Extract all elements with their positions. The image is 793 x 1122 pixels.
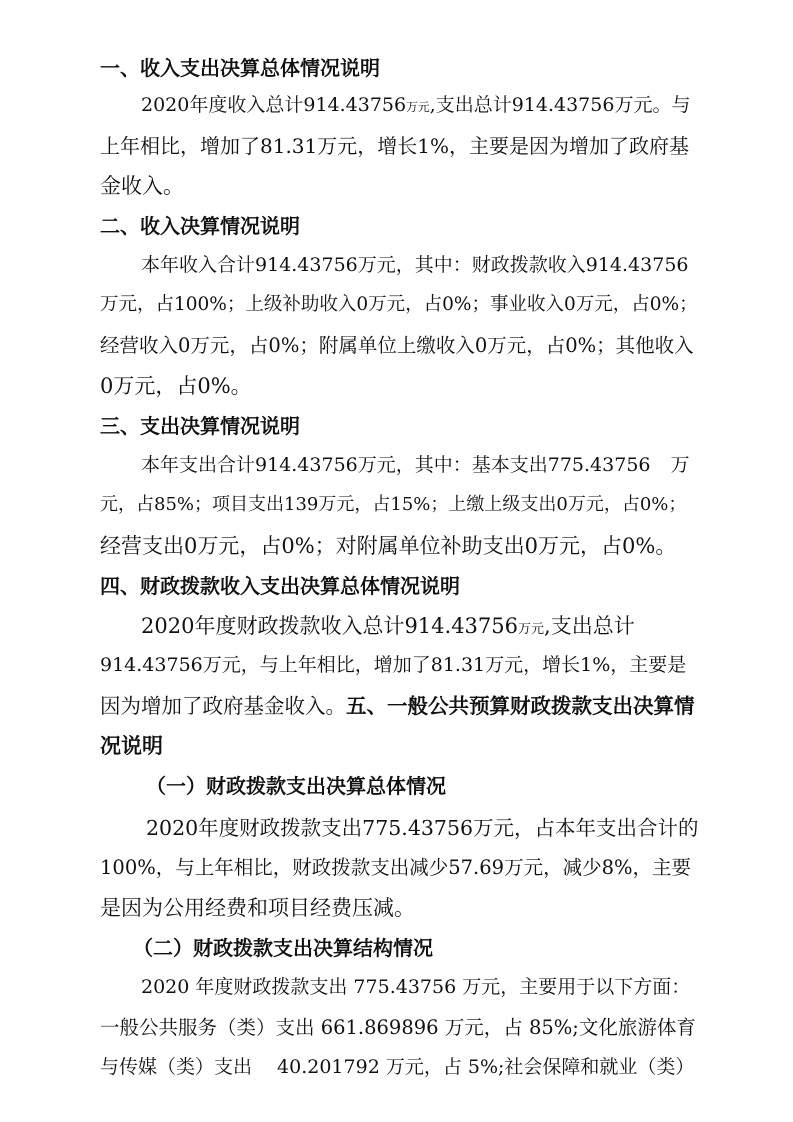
subsection-1-line-2: 100%，与上年相比，财政拨款支出减少57.69万元，减少8%，主要 [100, 856, 692, 879]
section-5-heading-part-2: 况说明 [100, 734, 163, 758]
section-2-line-1: 本年收入合计914.43756万元，其中：财政拨款收入914.43756 [141, 254, 689, 276]
subsection-2-heading: （二）财政拨款支出决算结构情况 [133, 936, 433, 960]
section-4-line-3 [100, 696, 695, 717]
subsection-2-line-1: 2020 年度财政拨款支出 775.43756 万元，主要用于以下方面： [141, 976, 691, 998]
subsection-2-line-2: 一般公共服务（类）支出 661.869896 万元，占 85%;文化旅游体育 [100, 1016, 696, 1039]
section-4-line-1-unit: 万元 [518, 622, 545, 637]
section-3-line-1 [141, 456, 690, 475]
section-4-heading: 四、财政拨款收入支出决算总体情况说明 [100, 574, 460, 598]
section-4-line-3-text: 因为增加了政府基金收入。 [100, 694, 346, 718]
section-1-line-1 [141, 96, 690, 115]
section-1-line-3: 金收入。 [100, 174, 184, 198]
section-2-heading: 二、收入决算情况说明 [100, 214, 300, 238]
section-1-line-1-text-b: ,支出总计914.43756万元。与 [429, 94, 691, 116]
section-3-heading: 三、支出决算情况说明 [100, 414, 300, 438]
section-2-line-2: 万元，占100%；上级补助收入0万元，占0%；事业收入0万元，占0%； [100, 294, 698, 315]
section-1-heading: 一、收入支出决算总体情况说明 [100, 56, 380, 80]
section-2-line-3: 经营收入0万元，占0%；附属单位上缴收入0万元，占0%；其他收入 [100, 334, 694, 357]
section-3-line-2: 元，占85%；项目支出139万元，占15%；上缴上级支出0万元，占0%； [100, 494, 687, 515]
section-3-line-3: 经营支出0万元，占0%；对附属单位补助支出0万元，占0%。 [100, 534, 677, 558]
section-1-line-1-unit: 万元 [406, 100, 430, 114]
section-3-line-1-unit: 万 [670, 454, 690, 476]
section-4-line-1 [141, 616, 635, 637]
section-5-heading-part-1: 五、一般公共预算财政拨款支出决算情 [346, 694, 695, 718]
section-1-line-2: 上年相比，增加了81.31万元，增长1%，主要是因为增加了政府基 [100, 134, 689, 158]
subsection-1-line-1: 2020年度财政拨款支出775.43756万元，占本年支出合计的 [146, 816, 699, 840]
section-2-line-4: 0万元，占0%。 [100, 374, 252, 398]
section-1-line-1-text-a: 2020年度收入总计914.43756 [141, 94, 407, 116]
subsection-1-line-3: 是因为公用经费和项目经费压减。 [100, 896, 415, 920]
section-4-line-1-text-a: 2020年度财政拨款收入总计914.43756 [141, 614, 519, 638]
subsection-2-line-3: 与传媒（类）支出 40.201792 万元，占 5%;社会保障和就业（类） [100, 1056, 695, 1078]
section-3-line-1-text: 本年支出合计914.43756万元，其中：基本支出775.43756 [141, 454, 651, 476]
subsection-1-heading: （一）财政拨款支出决算总体情况 [146, 774, 446, 798]
section-4-line-2: 914.43756万元，与上年相比，增加了81.31万元，增长1%，主要是 [100, 654, 687, 676]
section-4-line-1-text-b: ,支出总计 [544, 614, 635, 638]
